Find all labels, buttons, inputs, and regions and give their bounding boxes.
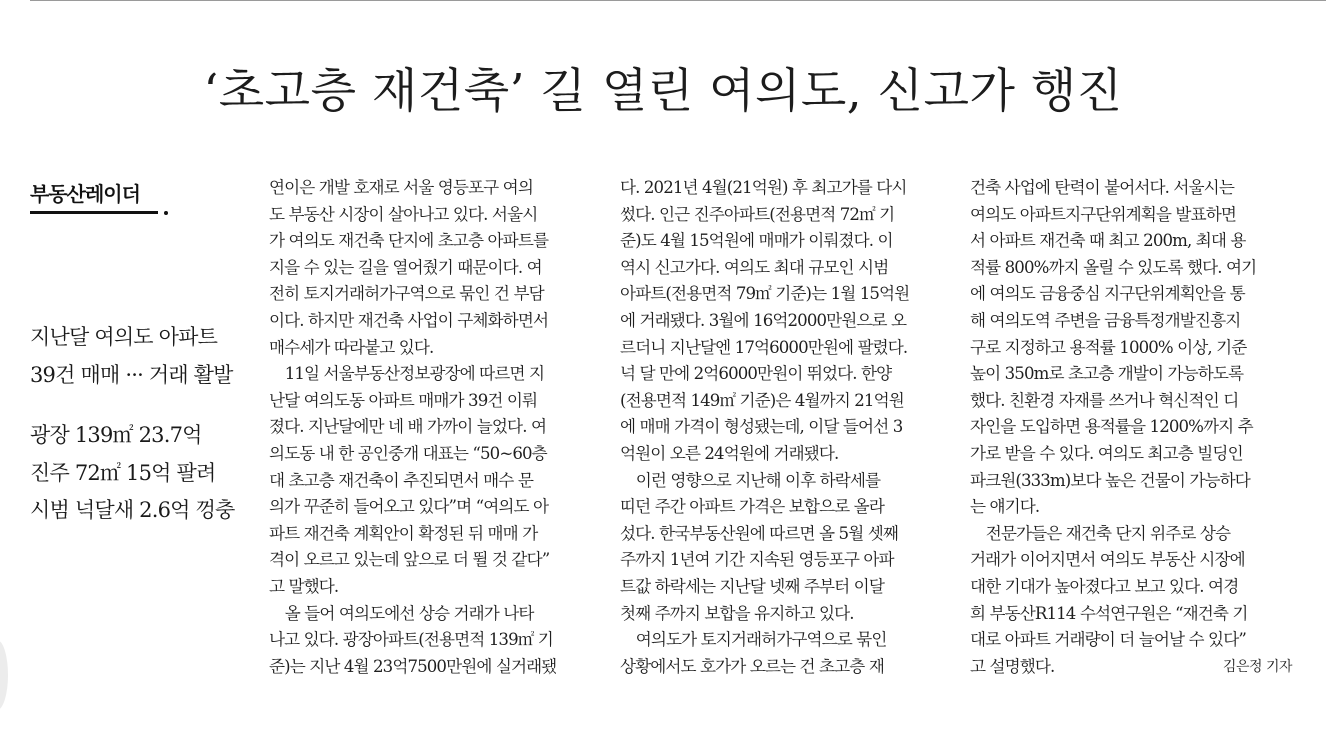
subheadline-line: 39건 매매 ··· 거래 활발 (30, 362, 233, 387)
subheadline-line: 진주 72㎡ 15억 팔려 (30, 460, 216, 485)
article-text-line: 대한 기대가 높아졌다고 보고 있다. 여경 (970, 576, 1239, 596)
article-text-line: 아파트(전용면적 79㎡ 기준)는 1월 15억원 (620, 284, 910, 304)
article-text-line: 는 얘기다. (970, 497, 1040, 517)
subheadline-line: 광장 139㎡ 23.7억 (30, 423, 202, 447)
article-text-line: 나고 있다. 광장아파트(전용면적 139㎡ 기 (269, 630, 553, 650)
article-text-line: 의가 꾸준히 들어오고 있다”며 “여의도 아 (269, 497, 549, 517)
article-text-line: 넉 달 만에 2억6000만원이 뛰었다. 한양 (620, 364, 892, 384)
section-label-dot (164, 211, 168, 215)
article-text-line: 파크원(333m)보다 높은 건물이 가능하다 (970, 470, 1250, 490)
article-text-line: 억원이 오른 24억원에 거래됐다. (620, 443, 839, 463)
headline: ‘초고층 재건축’ 길 열린 여의도, 신고가 행진 (203, 64, 1123, 119)
article-text-line: 했다. 친환경 자재를 쓰거나 혁신적인 디 (970, 390, 1239, 410)
subheadline-line: 시범 넉달새 2.6억 껑충 (30, 498, 235, 522)
article-column-3 (970, 175, 1298, 680)
article-text-line: 자인을 도입하면 용적률을 1200%까지 추 (970, 417, 1253, 437)
section-label-underline (30, 211, 158, 214)
article-text-line: 건축 사업에 탄력이 붙어서다. 서울시는 (970, 178, 1234, 197)
article-text-line: 전문가들은 재건축 단지 위주로 상승 (970, 523, 1231, 543)
article-text-line: 전히 토지거래허가구역으로 묶인 건 부담 (269, 284, 544, 304)
article-column-2 (620, 175, 948, 680)
article-text-line: 상황에서도 호가가 오르는 건 초고층 재 (620, 656, 884, 676)
article-text-line: 격이 오르고 있는데 앞으로 더 뛸 것 같다” (269, 550, 550, 570)
page-edge-shadow (0, 640, 8, 710)
article-text-line: 가로 받을 수 있다. 여의도 최고층 빌딩인 (970, 443, 1243, 463)
article-text-line: 에 여의도 금융중심 지구단위계획안을 통 (970, 284, 1245, 304)
article-text-line: 고 말했다. (269, 576, 339, 596)
subheadline-main (30, 319, 255, 394)
article-text-line: 해 여의도역 주변을 금융특정개발진흥지 (970, 310, 1241, 330)
article-text-line: 구로 지정하고 용적률 1000% 이상, 기준 (970, 337, 1247, 357)
article-text-line: 이다. 하지만 재건축 사업이 구체화하면서 (269, 310, 549, 330)
article-text-line: 서 아파트 재건축 때 최고 200m, 최대 용 (970, 231, 1246, 251)
article-text-line: 고 설명했다. 김은정 기자 (970, 654, 1298, 681)
subheadline-line: 지난달 여의도 아파트 (30, 325, 218, 349)
article-text-line: 준)는 지난 4월 23억7500만원에 실거래됐 (269, 656, 557, 676)
byline: 김은정 기자 (1222, 658, 1292, 675)
article-text-line: 희 부동산R114 수석연구원은 “재건축 기 (970, 603, 1248, 623)
article-text-line: 졌다. 지난달에만 네 배 가까이 늘었다. 여 (269, 417, 547, 437)
article-text-line: 도 부동산 시장이 살아나고 있다. 서울시 (269, 204, 538, 224)
article-text-line: 매수세가 따라붙고 있다. (269, 337, 434, 357)
article-text-line: 띠던 주간 아파트 가격은 보합으로 올라 (620, 497, 884, 517)
article-text-line: 이런 영향으로 지난해 이후 하락세를 (620, 470, 881, 490)
article-text-line: 트값 하락세는 지난달 넷째 주부터 이달 (620, 576, 884, 596)
article-text-line: 섰다. 한국부동산원에 따르면 올 5월 셋째 (620, 523, 898, 543)
article-text-line: 파트 재건축 계획안이 확정된 뒤 매매 가 (269, 523, 538, 543)
article-text-line: 연이은 개발 호재로 서울 영등포구 여의 (269, 178, 533, 197)
article-text-line: 의도동 내 한 공인중개 대표는 “50~60층 (269, 443, 547, 463)
article-text-line: 다. 2021년 4월(21억원) 후 최고가를 다시 (620, 178, 907, 197)
section-label: 부동산레이더 (30, 182, 140, 206)
article-text-line: 르더니 지난달엔 17억6000만원에 팔렸다. (620, 337, 908, 357)
article-text-line: 에 매매 가격이 형성됐는데, 이달 들어선 3 (620, 417, 903, 437)
article-text-line: 지을 수 있는 길을 열어줬기 때문이다. 여 (269, 257, 542, 277)
article-column-1 (269, 175, 597, 680)
subheadline-details (30, 417, 255, 530)
article-text-line: 11일 서울부동산정보광장에 따르면 지 (269, 364, 545, 384)
article-text-line: 가 여의도 재건축 단지에 초고층 아파트를 (269, 231, 549, 251)
article-text-line: 여의도 아파트지구단위계획을 발표하면 (970, 204, 1236, 224)
article-text-line: 적률 800%까지 올릴 수 있도록 했다. 여기 (970, 257, 1257, 277)
article-text-line: 올 들어 여의도에선 상승 거래가 나타 (269, 603, 534, 623)
article-text-line: 주까지 1년여 기간 지속된 영등포구 아파 (620, 550, 894, 570)
top-divider (30, 0, 1326, 1)
article-text-line: 준)도 4월 15억원에 매매가 이뤄졌다. 이 (620, 231, 893, 251)
article-text-line: 대로 아파트 거래량이 더 늘어날 수 있다” (970, 630, 1246, 650)
article-text-line: 첫째 주까지 보합을 유지하고 있다. (620, 603, 854, 623)
article-text-line: (전용면적 149㎡ 기준)은 4월까지 21억원 (620, 390, 904, 410)
article-text-line: 난달 여의도동 아파트 매매가 39건 이뤄 (269, 390, 538, 410)
article-text-line: 대 초고층 재건축이 추진되면서 매수 문 (269, 470, 533, 490)
article-text-line: 에 거래됐다. 3월에 16억2000만원으로 오 (620, 310, 907, 330)
article-text-line: 높이 350m로 초고층 개발이 가능하도록 (970, 364, 1244, 384)
article-text-line: 썼다. 인근 진주아파트(전용면적 72㎡ 기 (620, 204, 895, 224)
article-text-line: 거래가 이어지면서 여의도 부동산 시장에 (970, 550, 1245, 570)
article-text-line: 역시 신고가다. 여의도 최대 규모인 시범 (620, 257, 889, 277)
article-text-line: 여의도가 토지거래허가구역으로 묶인 (620, 630, 887, 650)
